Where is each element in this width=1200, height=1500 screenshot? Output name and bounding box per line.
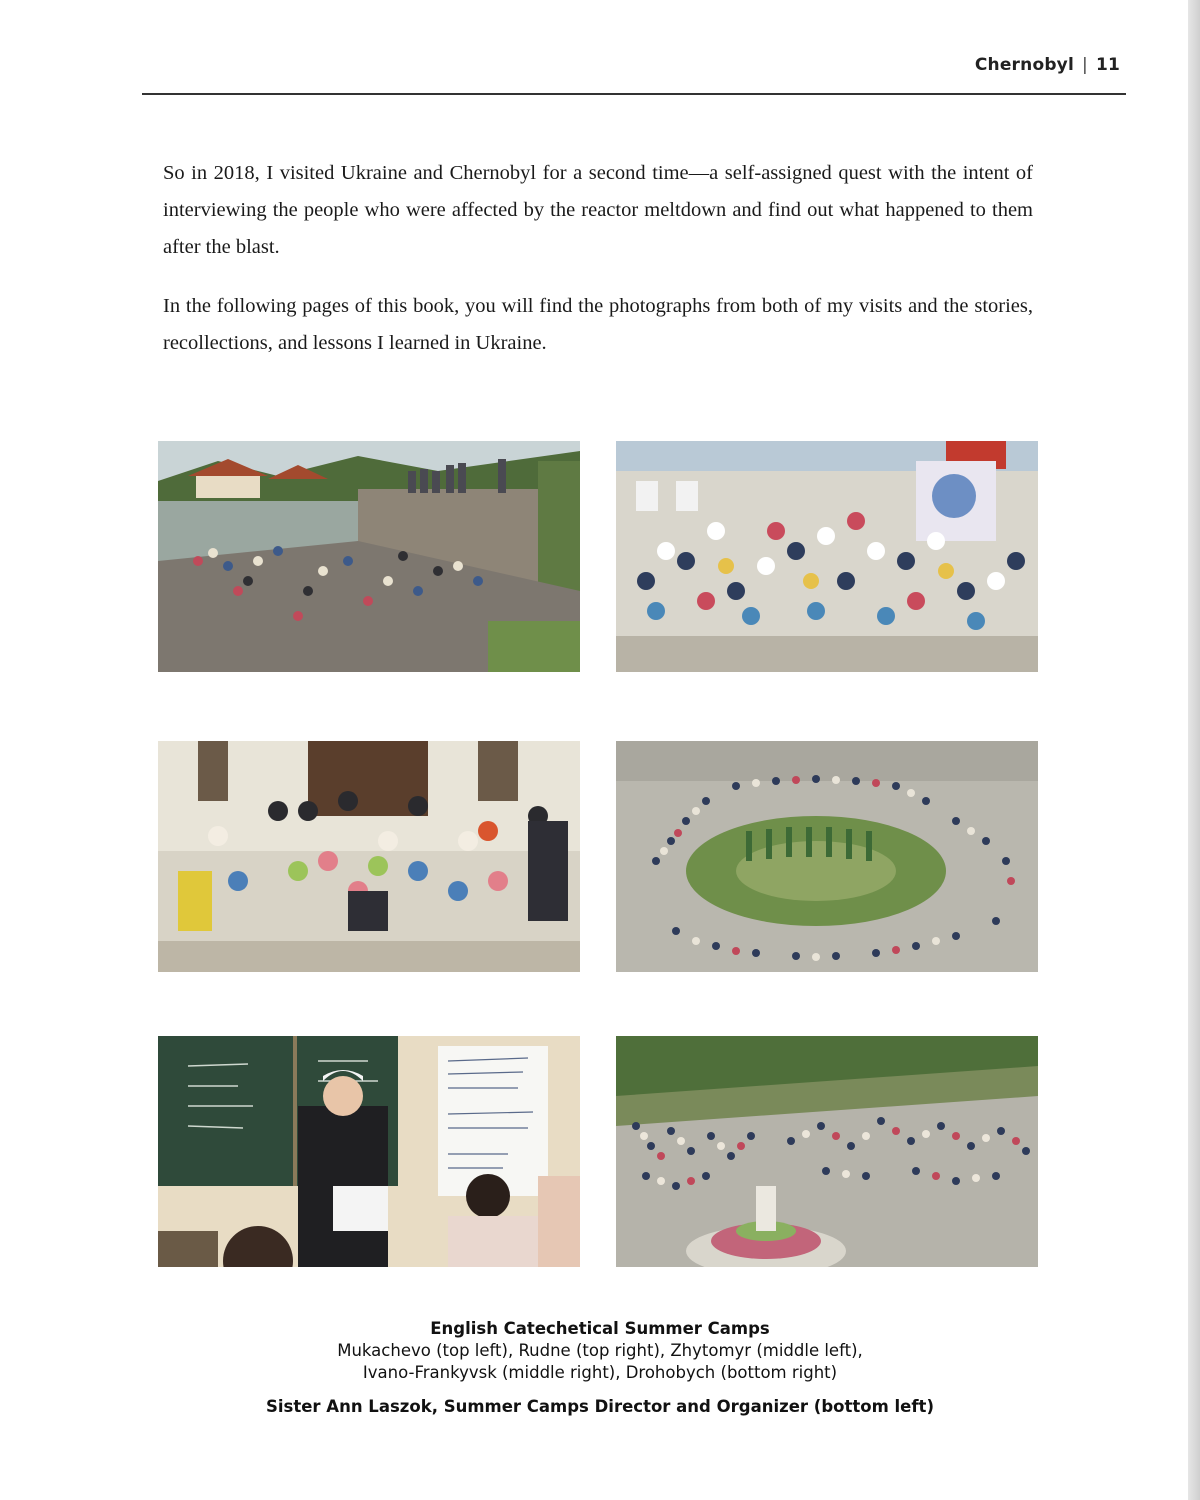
photo-drohobych	[616, 1036, 1038, 1267]
photo-sister-ann-classroom	[158, 1036, 580, 1267]
header-rule	[142, 93, 1126, 95]
paragraph-2: In the following pages of this book, you will find the photographs from both of my visits and the stories, recollections, and lessons I learned in Ukraine.	[163, 295, 1033, 354]
page-edge	[1188, 0, 1200, 1500]
body-text	[163, 155, 1033, 384]
caption-credit: Sister Ann Laszok, Summer Camps Director and Organizer (bottom left)	[265, 1397, 934, 1416]
section-title: Chernobyl	[974, 55, 1074, 75]
photo-caption	[200, 1318, 1000, 1418]
header-separator: |	[1082, 55, 1088, 75]
photo-rudne	[616, 441, 1038, 672]
caption-title: English Catechetical Summer Camps	[430, 1319, 770, 1338]
photo-zhytomyr	[158, 741, 580, 972]
page-number: 11	[1095, 55, 1120, 75]
photo-ivano-frankyvsk	[616, 741, 1038, 972]
paragraph-1: So in 2018, I visited Ukraine and Chernobyl for a second time—a self-assigned quest with the intent of interviewing the people who were affected by the reactor meltdown and find out what happened to them after the blast.	[163, 162, 1033, 258]
caption-line-2: Ivano-Frankyvsk (middle right), Drohobych (bottom right)	[362, 1363, 838, 1382]
caption-line-1: Mukachevo (top left), Rudne (top right), Zhytomyr (middle left),	[337, 1341, 863, 1360]
running-head	[975, 55, 1120, 75]
photo-mukachevo	[158, 441, 580, 672]
